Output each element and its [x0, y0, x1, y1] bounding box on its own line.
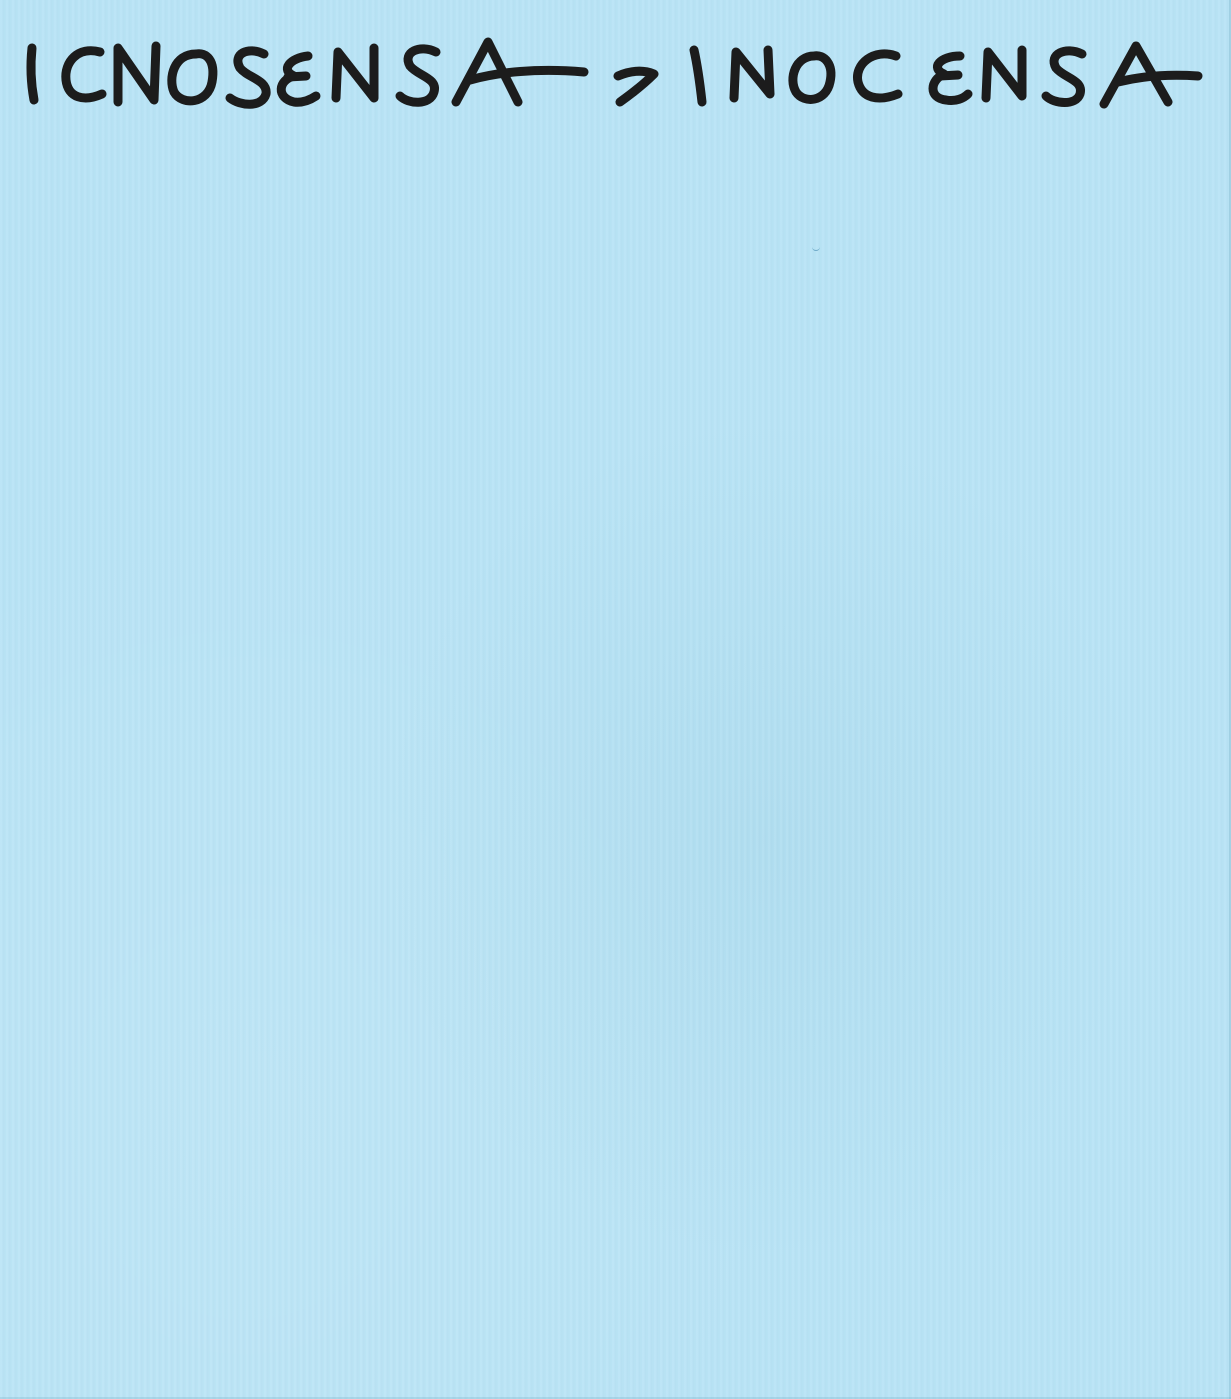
handwritten-correction — [18, 22, 1208, 122]
corrected-word-drawing — [694, 46, 1198, 104]
arrow-drawing — [618, 71, 654, 102]
paper-speck — [812, 244, 820, 251]
misspelled-word-drawing — [31, 42, 584, 104]
handwriting-drawing — [18, 22, 1208, 122]
